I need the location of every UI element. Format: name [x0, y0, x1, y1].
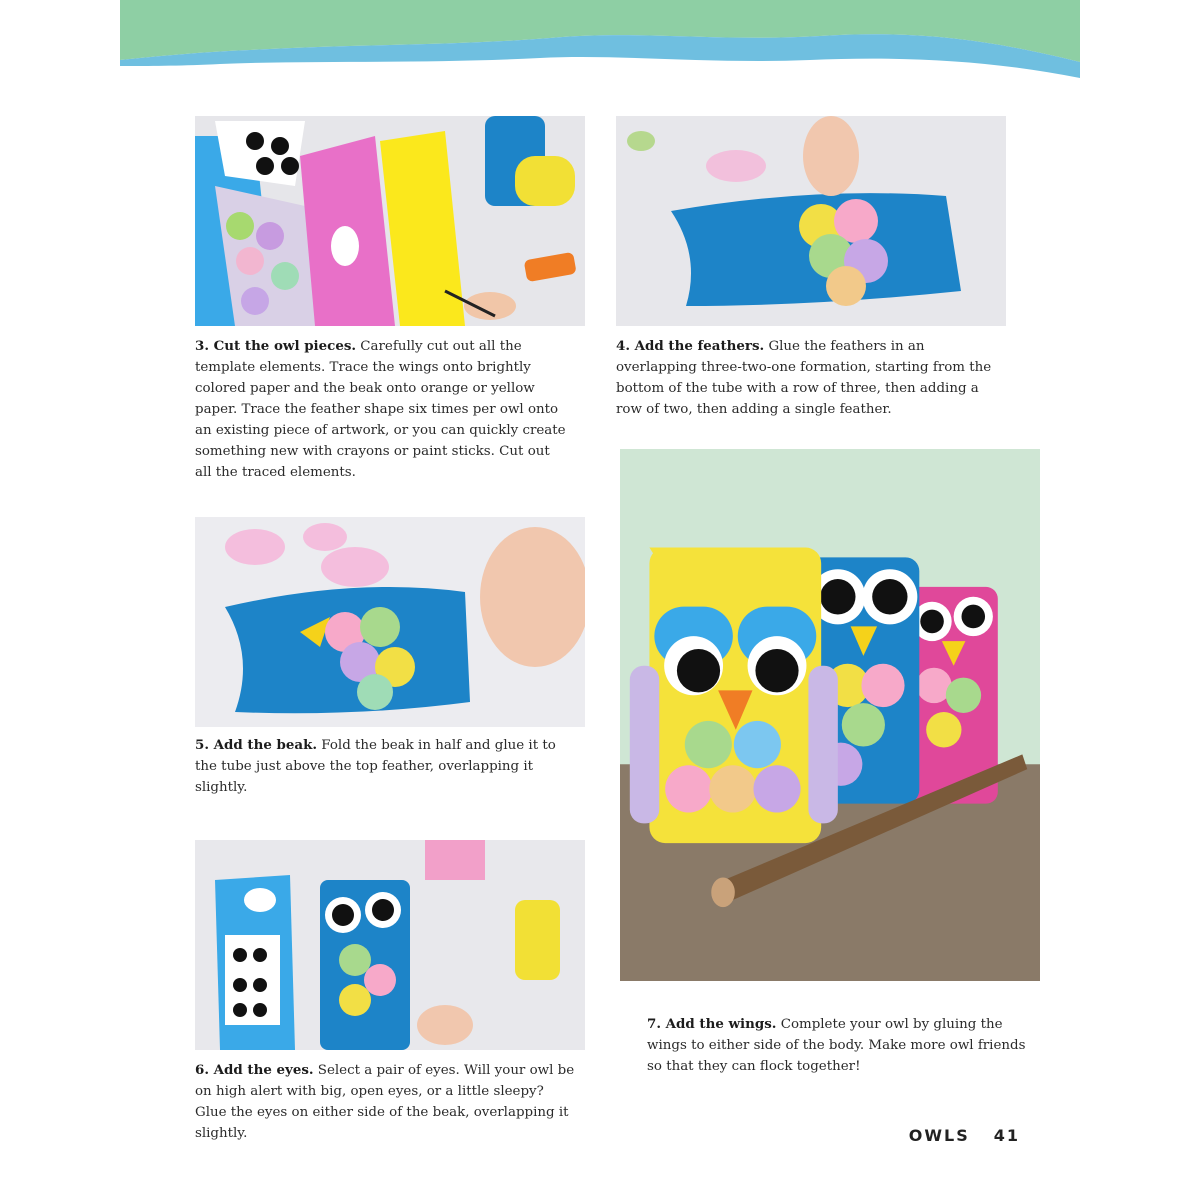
- step-5-text: [195, 735, 567, 798]
- section-name: OWLS: [908, 1126, 970, 1145]
- step-3-body: Carefully cut out all the template elements. Trace the wings onto brightly colored paper and the beak onto orange or yellow paper. Trace the feather shape six times per owl onto an existing piece of artwork, or you can quickly create something new with crayons or paint sticks. Cut out all the traced elements.: [195, 339, 566, 480]
- step-4-body: Glue the feathers in an overlapping three-two-one formation, starting from the bottom of the tube with a row of three, then adding a row of two, then adding a single feather.: [616, 339, 992, 417]
- photo-step-4: [616, 116, 1006, 326]
- photo-step-7-finished-owls: [616, 445, 1044, 985]
- step-6-text: [195, 1060, 575, 1144]
- book-page: [120, 0, 1080, 1200]
- step-4-text: [616, 336, 994, 420]
- photo-step-5: [195, 517, 585, 727]
- photo-step-6: [195, 840, 585, 1050]
- page-number: 41: [993, 1126, 1020, 1145]
- step-7-text: [647, 1014, 1027, 1077]
- step-7-body: Complete your owl by gluing the wings to either side of the body. Make more owl friends so that they can flock together!: [647, 1017, 1026, 1074]
- page-footer: [909, 1126, 1020, 1145]
- step-6-body: Select a pair of eyes. Will your owl be on high alert with big, open eyes, or a little sleepy? Glue the eyes on either side of the beak, overlapping it slightly.: [195, 1063, 575, 1141]
- step-3-title: 3. Cut the owl pieces.: [195, 338, 357, 354]
- step-3-text: [195, 336, 567, 483]
- step-6-title: 6. Add the eyes.: [195, 1062, 314, 1078]
- photo-step-3: [195, 116, 585, 326]
- step-5-body: Fold the beak in half and glue it to the tube just above the top feather, overlapping it slightly.: [195, 738, 556, 795]
- step-7-title: 7. Add the wings.: [647, 1016, 777, 1032]
- step-4-title: 4. Add the feathers.: [616, 338, 765, 354]
- header-wave: [120, 0, 1080, 80]
- step-5-title: 5. Add the beak.: [195, 737, 318, 753]
